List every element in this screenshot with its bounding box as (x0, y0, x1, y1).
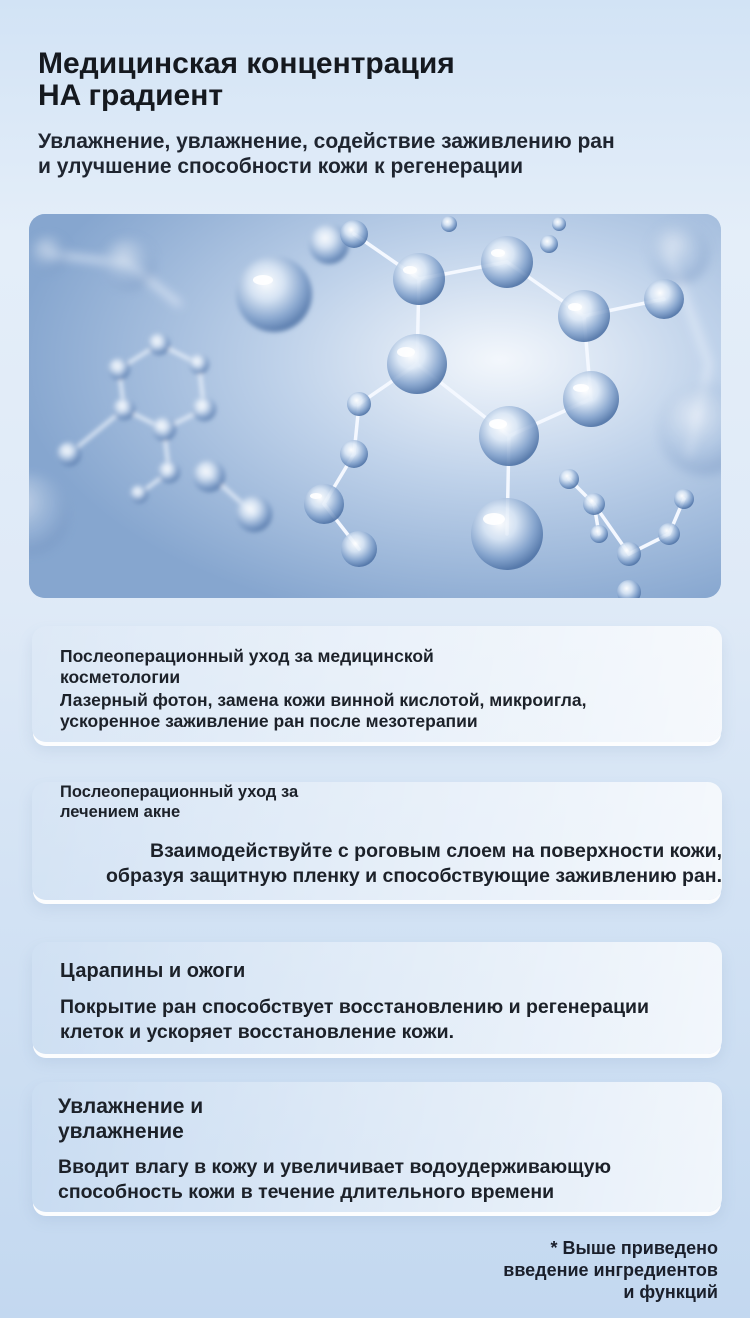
card-text-line: ускоренное заживление ран после мезотерапии (60, 711, 478, 731)
card-text (58, 1155, 718, 1205)
molecule-illustration-icon (29, 214, 721, 598)
card-text-line: Вводит влагу в кожу и увеличивает водоудерживающую (58, 1156, 612, 1178)
card-text-line: способность кожи в течение длительного времени (58, 1181, 555, 1203)
card-text-line: Лазерный фотон, замена кожи винной кислотой, микроигла, (60, 690, 587, 710)
card-text-line: образуя защитную пленку и способствующие заживлению ран. (106, 865, 722, 887)
card-title (60, 782, 460, 822)
page-subtitle (38, 129, 728, 179)
card-title (58, 1094, 458, 1144)
card-title (60, 646, 700, 688)
card-title-line: увлажнение (58, 1120, 184, 1143)
footnote (358, 1237, 718, 1303)
card-title (60, 959, 660, 983)
hero-image (29, 214, 721, 598)
card-text-line: клеток и ускоряет восстановление кожи. (60, 1021, 454, 1043)
page-title-line: Медицинская концентрация (38, 47, 455, 80)
info-card-acne-care (32, 782, 722, 900)
info-card-moisturizing (32, 1082, 722, 1212)
card-text (60, 995, 720, 1045)
footnote-line: * Выше приведено (550, 1238, 718, 1258)
card-title-line: Послеоперационный уход за медицинской (60, 646, 434, 666)
info-card-scratches-burns (32, 942, 722, 1054)
card-title-line: Послеоперационный уход за (60, 783, 299, 801)
card-text (32, 839, 722, 889)
card-text-line: Взаимодействуйте с роговым слоем на поверхности кожи, (149, 840, 722, 862)
page-title-line: HA градиент (38, 79, 224, 112)
card-title-line: Увлажнение и (58, 1095, 204, 1118)
page-subtitle-line: Увлажнение, увлажнение, содействие заживлению ран (38, 130, 615, 153)
card-title-line: лечением акне (60, 803, 181, 821)
page-title (38, 48, 718, 112)
card-title-line: косметологии (60, 667, 181, 687)
card-text (60, 690, 710, 732)
footnote-line: и функций (623, 1282, 718, 1302)
info-card-post-cosmetology (32, 626, 722, 742)
card-title-line: Царапины и ожоги (60, 960, 246, 982)
footnote-line: введение ингредиентов (503, 1260, 718, 1280)
page-subtitle-line: и улучшение способности кожи к регенерации (38, 155, 523, 178)
card-text-line: Покрытие ран способствует восстановлению и регенерации (60, 996, 650, 1018)
